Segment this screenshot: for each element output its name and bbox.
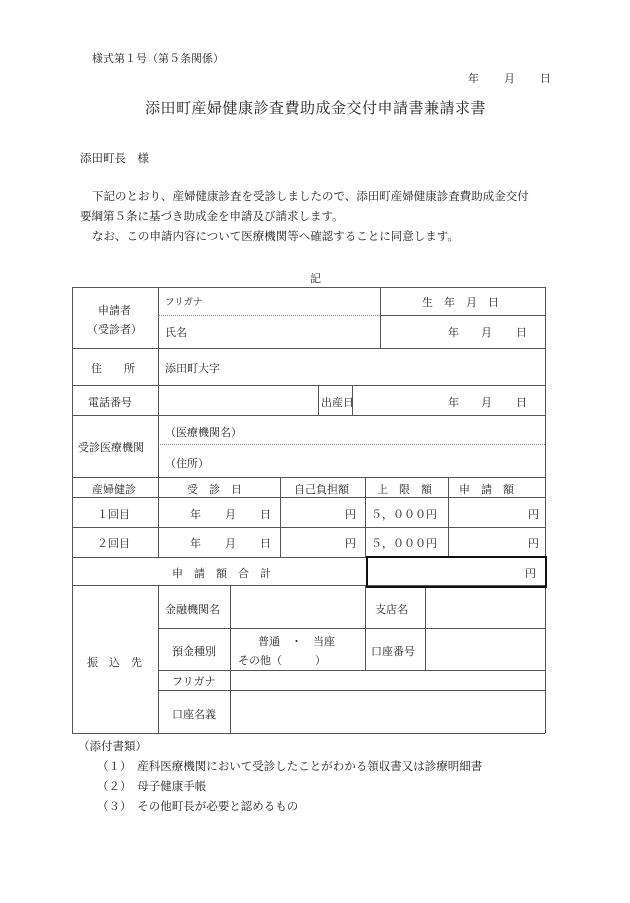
birth-year: 年 (448, 326, 459, 339)
body-line-3: なお、この申請内容について医療機関等へ確認することに同意します。 (92, 229, 459, 243)
branch-label: 支店名 (375, 603, 408, 616)
addressee: 添田町長 様 (80, 151, 149, 165)
body-line-2: 要綱第５条に基づき助成金を申請及び請求します。 (80, 209, 344, 223)
claim-header: 申 請 額 (459, 483, 514, 496)
delivery-date-label: 出産日 (321, 396, 354, 409)
row-label: １回目 (97, 508, 130, 521)
account-furigana-label: フリガナ (172, 675, 216, 688)
body-line-1: 下記のとおり、産婦健康診査を受診しましたので、添田町産婦健康診査費助成金交付 (92, 189, 529, 203)
row-claim-yen: 円 (528, 537, 539, 550)
attachments-heading: （添付書類） (78, 739, 147, 753)
birthdate-header: 生 年 月 日 (422, 296, 499, 309)
address-label: 住 所 (91, 362, 135, 375)
transfer-label: 振 込 先 (87, 656, 142, 669)
deposit-type-label: 預金種別 (172, 645, 216, 658)
address-value[interactable]: 添田町大字 (165, 362, 220, 375)
attachment-item: （１） 産科医療機関において受診したことがわかる領収書又は診療明細書 (97, 759, 483, 773)
bank-name-label: 金融機関名 (165, 603, 220, 616)
row-year: 年 (190, 537, 201, 550)
total-amount-box[interactable] (366, 556, 547, 588)
clinic-label: 受診医療機関 (78, 441, 144, 454)
delivery-year: 年 (448, 396, 459, 409)
date-day-label: 日 (540, 72, 551, 85)
form-number: 様式第１号（第５条関係） (92, 52, 224, 65)
clinic-name-label: （医療機関名） (165, 426, 242, 439)
row-limit: ５，０００円 (371, 537, 437, 550)
row-self-pay-yen: 円 (345, 537, 356, 550)
row-month: 月 (225, 508, 236, 521)
row-claim-yen: 円 (528, 508, 539, 521)
ki-mark: 記 (310, 272, 321, 285)
row-day: 日 (260, 537, 271, 550)
exam-date-header: 受 診 日 (187, 483, 242, 496)
date-year-label: 年 (468, 72, 479, 85)
row-self-pay-yen: 円 (345, 508, 356, 521)
name-label: 氏名 (165, 326, 187, 339)
page-title: 添田町産婦健康診査費助成金交付申請書兼請求書 (145, 99, 487, 117)
row-month: 月 (225, 537, 236, 550)
deposit-option-standard[interactable]: 普通 ・ 当座 (258, 635, 335, 648)
furigana-label: フリガナ (165, 297, 203, 308)
exam-header: 産婦健診 (92, 483, 136, 496)
phone-label: 電話番号 (88, 396, 132, 409)
row-year: 年 (190, 508, 201, 521)
account-holder-label: 口座名義 (172, 708, 216, 721)
clinic-address-label: （住所） (165, 457, 209, 470)
limit-header: 上 限 額 (377, 483, 432, 496)
row-label: ２回目 (97, 537, 130, 550)
date-month-label: 月 (504, 72, 515, 85)
account-number-label: 口座番号 (371, 645, 415, 658)
attachment-item: （３） その他町長が必要と認めるもの (97, 799, 299, 813)
delivery-month: 月 (481, 396, 492, 409)
self-pay-header: 自己負担額 (294, 483, 349, 496)
applicant-sub-label: （受診者） (87, 323, 142, 336)
birth-day: 日 (516, 326, 527, 339)
row-limit: ５，０００円 (371, 508, 437, 521)
applicant-label: 申請者 (98, 304, 131, 317)
total-yen: 円 (525, 567, 536, 580)
total-label: 申 請 額 合 計 (172, 567, 271, 580)
birth-month: 月 (481, 326, 492, 339)
attachment-item: （２） 母子健康手帳 (97, 779, 207, 793)
deposit-option-other[interactable]: その他（ ） (238, 654, 326, 667)
row-day: 日 (260, 508, 271, 521)
delivery-day: 日 (516, 396, 527, 409)
